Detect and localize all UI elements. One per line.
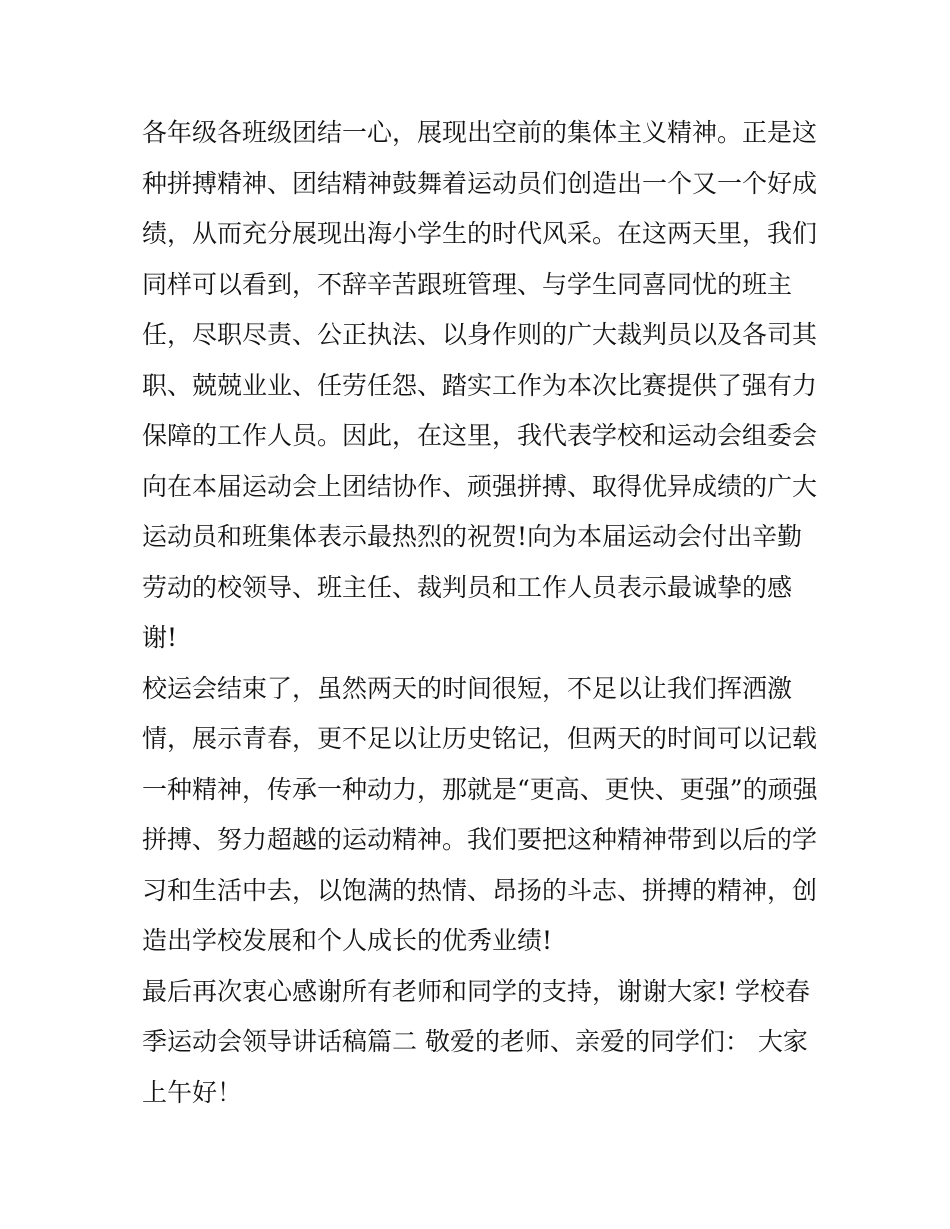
text-line: 运动员和班集体表示最热烈的祝贺!向为本届运动会付出辛勤 [142, 522, 803, 551]
text-line: 最后再次衷心感谢所有老师和同学的支持，谢谢大家! 学校春 [142, 976, 810, 1006]
text-line: 习和生活中去，以饱满的热情、昂扬的斗志、拼搏的精神，创 [142, 875, 818, 905]
text-line: 任，尽职尽责、公正执法、以身作则的广大裁判员以及各司其 [142, 320, 818, 349]
body-text [142, 108, 832, 1118]
text-line: 拼搏、努力超越的运动精神。我们要把这种精神带到以后的学 [142, 825, 818, 854]
text-line: 谢! [142, 623, 178, 652]
text-line: 劳动的校领导、班主任、裁判员和工作人员表示最诚挚的感 [142, 572, 793, 602]
text-line: 绩，从而充分展现出海小学生的时代风采。在这两天里，我们 [142, 219, 818, 248]
text-line: 上午好！ [142, 1077, 243, 1107]
text-line: 种拼搏精神、团结精神鼓舞着运动员们创造出一个又一个好成 [142, 168, 818, 198]
text-line: 同样可以看到，不辞辛苦跟班管理、与学生同喜同忧的班主 [142, 269, 793, 299]
text-line: 造出学校发展和个人成长的优秀业绩! [142, 926, 553, 955]
text-line: 校运会结束了，虽然两天的时间很短，不足以让我们挥洒激 [142, 673, 793, 703]
text-line: 保障的工作人员。因此，在这里，我代表学校和运动会组委会 [142, 421, 818, 450]
text-line: 向在本届运动会上团结协作、顽强拼搏、取得优异成绩的广大 [142, 471, 818, 501]
text-line: 各年级各班级团结一心，展现出空前的集体主义精神。正是这 [142, 118, 818, 147]
text-line: 职、兢兢业业、任劳任怨、踏实工作为本次比赛提供了强有力 [142, 370, 818, 400]
text-line: 一种精神，传承一种动力，那就是“更高、更快、更强”的顽强 [142, 774, 818, 804]
text-line: 季运动会领导讲话稿篇二 敬爱的老师、亲爱的同学们： 大家 [142, 1027, 808, 1056]
text-line: 情，展示青春，更不足以让历史铭记，但两天的时间可以记载 [142, 724, 818, 753]
